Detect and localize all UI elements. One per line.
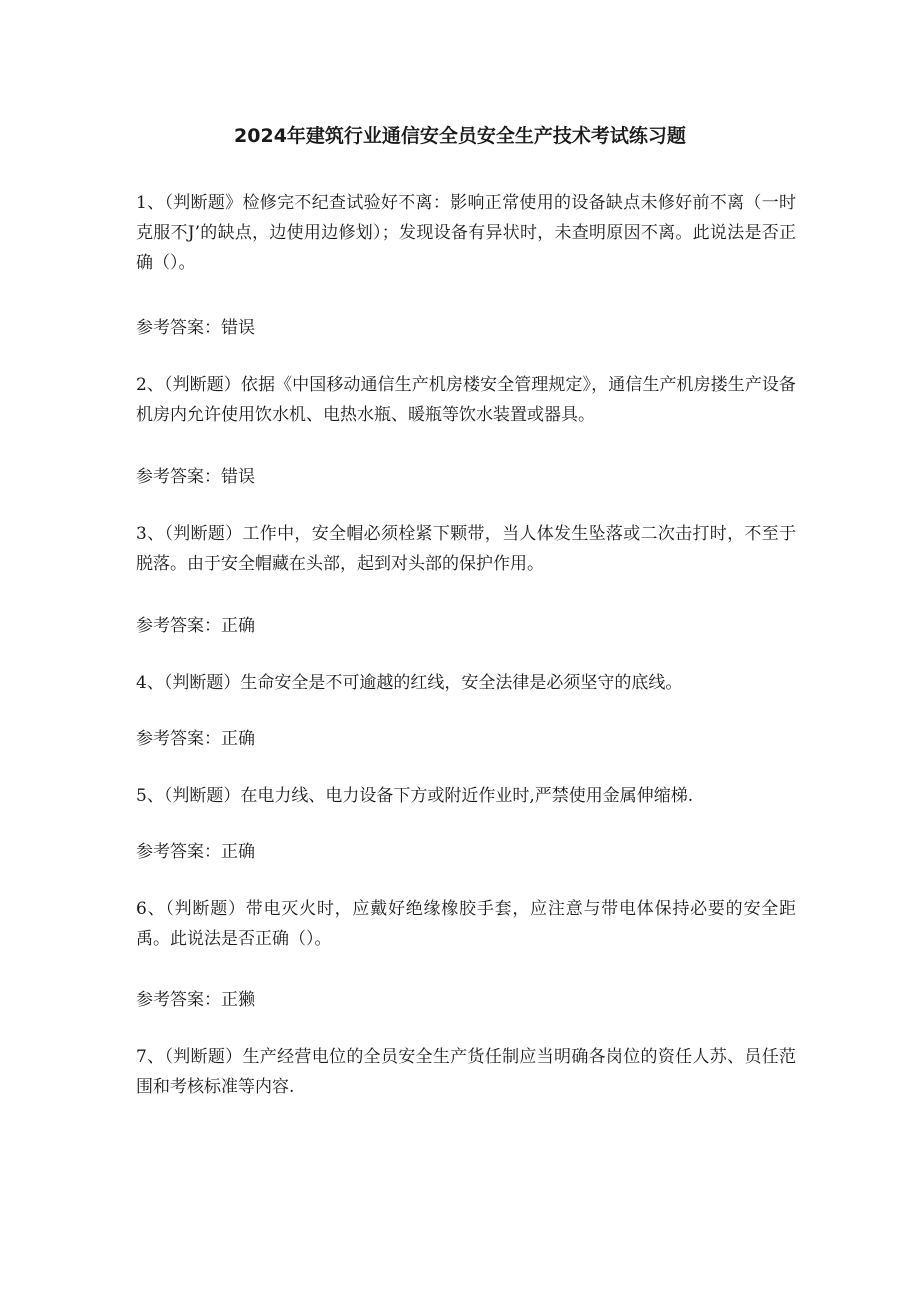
question-type: （判断题》	[164, 193, 243, 213]
question-text: 检修完不纪查试验好不离：影响正常使用的设备缺点未修好前不离（一时克服不J’的缺点，边使用边修划）；发现设备有异状时，未查明原因不离。此说法是否正确（）。	[136, 193, 797, 273]
answer-label: 参考答案：	[136, 990, 221, 1010]
question-6	[136, 894, 796, 954]
document-title: 2024年建筑行业通信安全员安全生产技术考试练习题	[234, 125, 686, 147]
question-7	[136, 1042, 796, 1102]
question-4	[136, 668, 796, 698]
question-number: 2、	[136, 375, 164, 395]
answer-6	[136, 985, 796, 1015]
question-number: 1、	[136, 193, 165, 213]
answer-value: 正确	[221, 842, 255, 862]
answer-value: 正确	[221, 616, 255, 636]
question-text: 生命安全是不可逾越的红线，安全法律是必须坚守的底线。	[240, 673, 683, 693]
question-type: （判断题）	[164, 1047, 243, 1067]
question-number: 7、	[136, 1047, 165, 1067]
question-type: （判断题）	[163, 375, 241, 395]
question-1	[136, 188, 796, 278]
question-text: 生产经营电位的全员安全生产货任制应当明确各岗位的资任人苏、员任范围和考核标准等内容.	[136, 1047, 797, 1097]
answer-value: 正确	[221, 729, 255, 749]
question-2	[136, 370, 796, 430]
answer-5	[136, 837, 796, 867]
question-3	[136, 519, 796, 579]
question-number: 4、	[136, 673, 164, 693]
question-number: 5、	[136, 786, 164, 806]
question-type: （判断题）	[163, 786, 241, 806]
answer-label: 参考答案：	[136, 842, 221, 862]
answer-3	[136, 611, 796, 641]
answer-2	[136, 462, 796, 492]
question-5	[136, 781, 796, 811]
answer-label: 参考答案：	[136, 616, 221, 636]
question-text: 依据《中国移动通信生产机房楼安全管理规定》，通信生产机房搂生产设备机房内允许使用饮水机、电热水瓶、暖瓶等饮水装置或器具。	[136, 375, 797, 425]
answer-label: 参考答案：	[136, 729, 221, 749]
question-text: 工作中，安全帽必须栓紧下颗带，当人体发生坠落或二次击打时，不至于脱落。由于安全帽藏在头部，起到对头部的保护作用。	[136, 524, 797, 574]
question-text: 在电力线、电力设备下方或附近作业时,严禁使用金属伸缩梯.	[240, 786, 694, 806]
answer-4	[136, 724, 796, 754]
question-type: （判断题）	[165, 899, 246, 919]
question-type: （判断题）	[163, 673, 241, 693]
answer-label: 参考答案：	[136, 318, 221, 338]
answer-value: 正獭	[221, 990, 255, 1010]
question-text: 带电灭火时，应戴好绝缘橡胶手套，应注意与带电体保持必要的安全距禹。此说法是否正确（）。	[136, 899, 796, 949]
answer-value: 错误	[221, 467, 255, 487]
question-number: 6、	[136, 899, 166, 919]
answer-label: 参考答案：	[136, 467, 221, 487]
answer-1	[136, 313, 796, 343]
answer-value: 错误	[221, 318, 255, 338]
question-type: （判断题）	[164, 524, 243, 544]
question-number: 3、	[136, 524, 165, 544]
